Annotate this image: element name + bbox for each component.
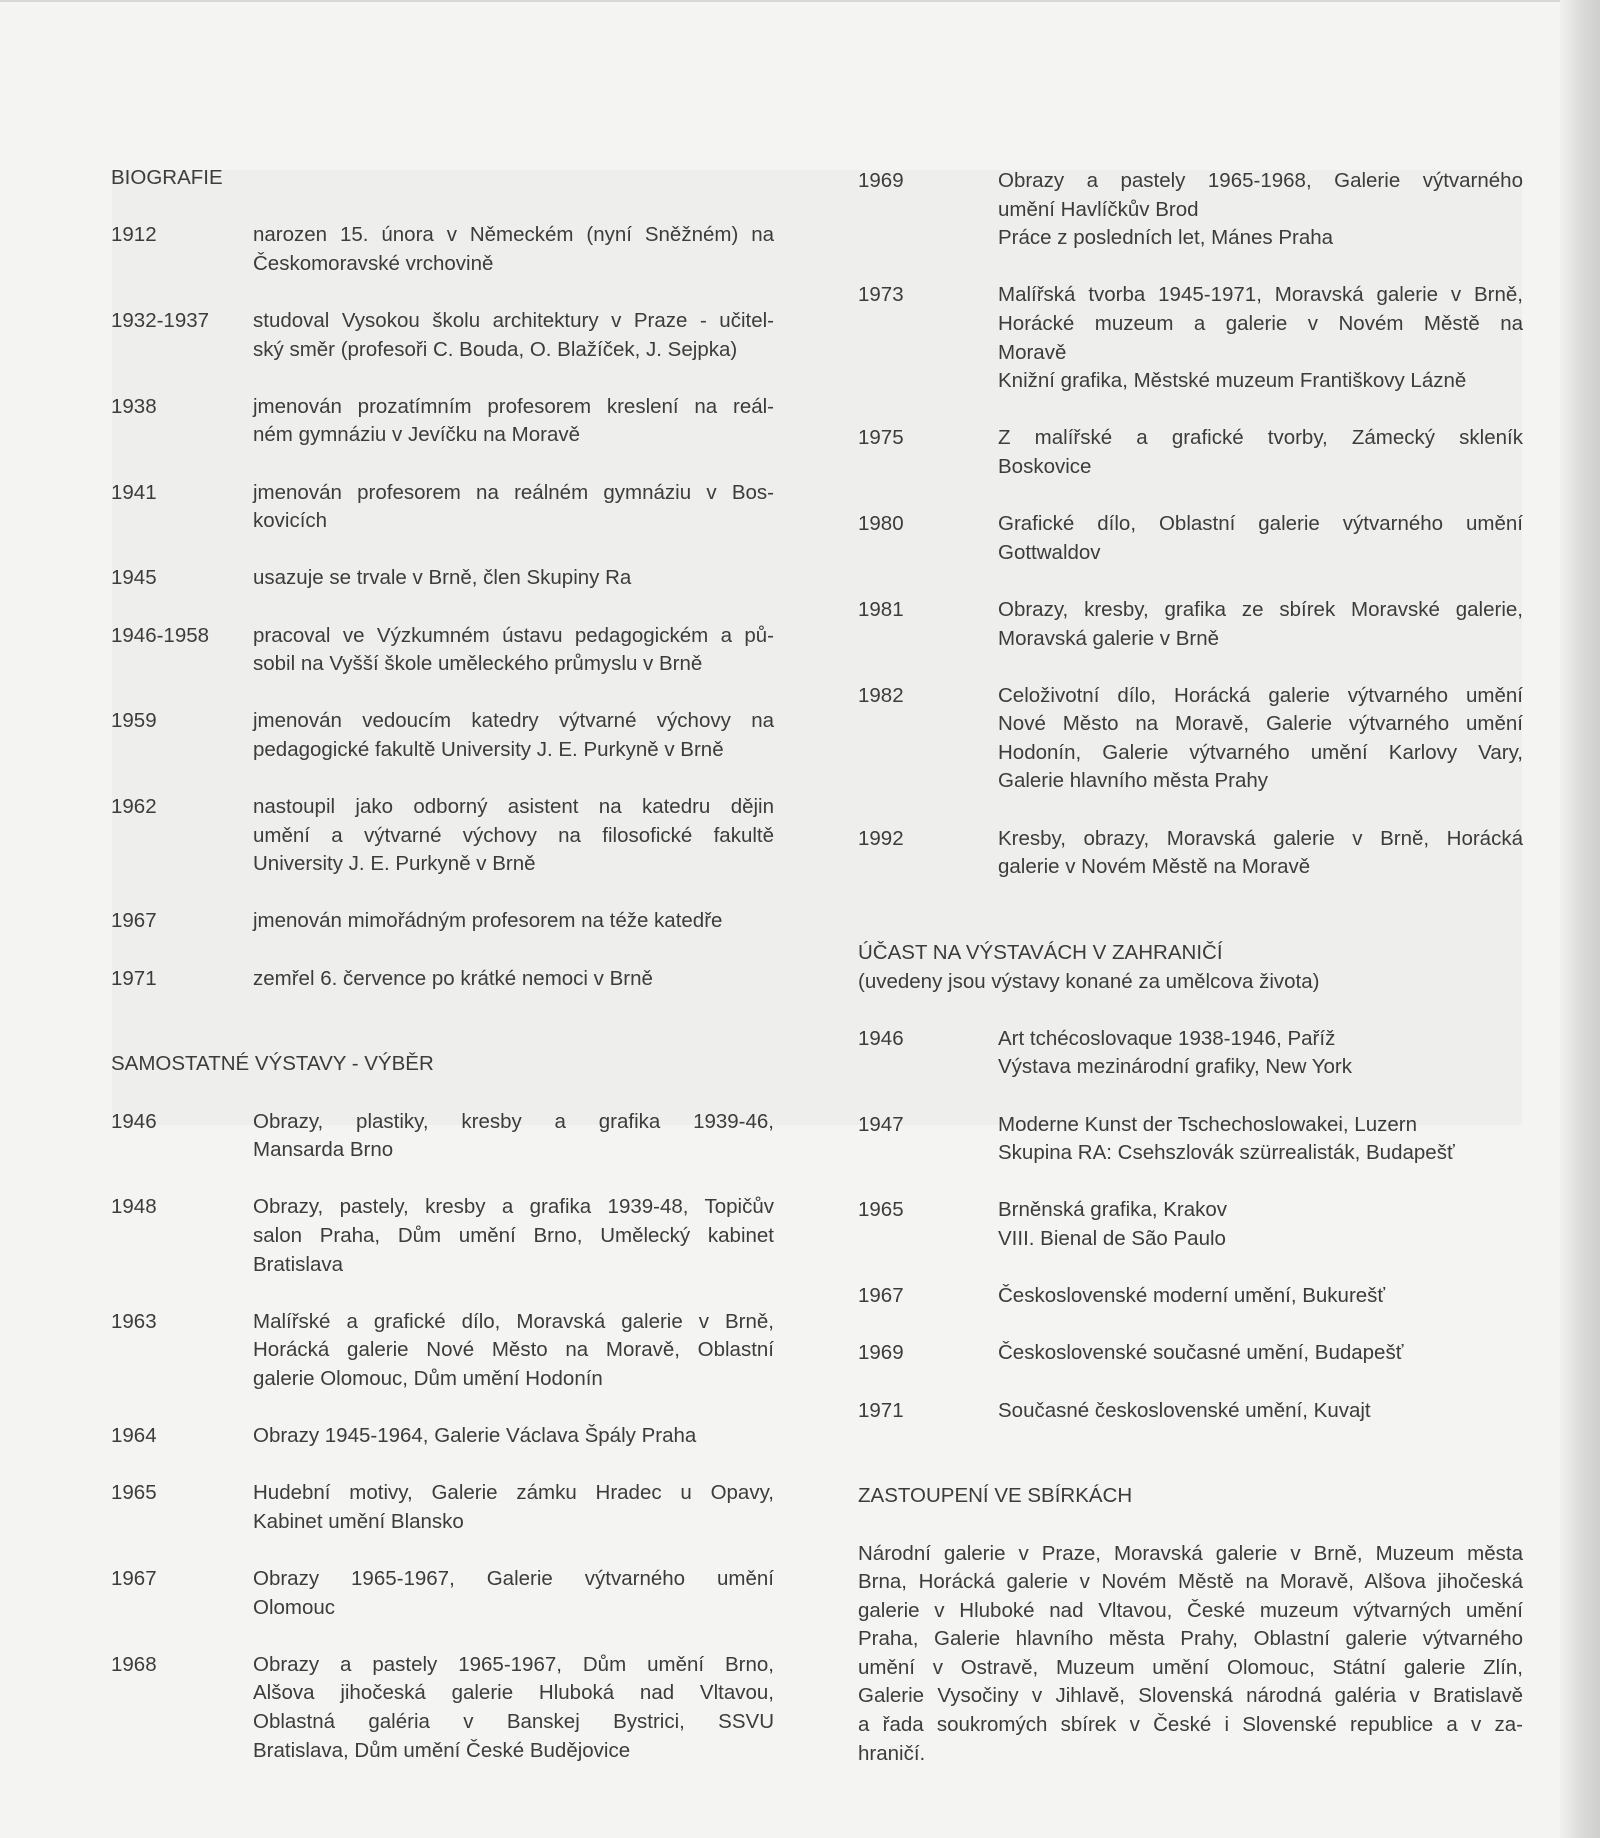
- timeline-entry: [858, 1339, 1523, 1368]
- entry-year: 1980: [858, 512, 904, 536]
- timeline-entry: [111, 479, 774, 536]
- text-line: narozen 15. února v Německém (nyní Sněžném) na: [253, 223, 774, 247]
- entry-text: [253, 393, 774, 450]
- text-line: Gottwaldov: [998, 540, 1101, 564]
- text-line: Obrazy a pastely 1965-1967, Dům umění Brno,: [253, 1652, 774, 1676]
- text-line: Brna, Horácká galerie v Novém Městě na Moravě, Alšova jihočeská: [858, 1570, 1523, 1594]
- text-line: University J. E. Purkyně v Brně: [253, 852, 536, 876]
- entry-text: [253, 707, 774, 764]
- timeline-entry: [858, 1111, 1523, 1168]
- left-column: [111, 164, 774, 1794]
- text-line: Alšova jihočeská galerie Hluboká nad Vltavou,: [253, 1681, 774, 1705]
- timeline-entry: [858, 1397, 1523, 1426]
- text-line: Výstava mezinárodní grafiky, New York: [998, 1055, 1352, 1079]
- text-line: Moderne Kunst der Tschechoslowakei, Luzern: [998, 1112, 1417, 1136]
- timeline-entry: [111, 707, 774, 764]
- text-line: zemřel 6. července po krátké nemoci v Brně: [253, 966, 653, 990]
- timeline-entry: [111, 1422, 774, 1451]
- entry-year: 1971: [858, 1398, 904, 1422]
- section-heading: [111, 164, 774, 193]
- timeline-entry: [111, 965, 774, 994]
- entry-year: 1967: [111, 1567, 157, 1591]
- text-line: Bratislava, Dům umění České Budějovice: [253, 1738, 631, 1762]
- entry-year: 1963: [111, 1309, 157, 1333]
- timeline-entry: [858, 1025, 1523, 1082]
- text-line: Malířské a grafické dílo, Moravská galerie v Brně,: [253, 1309, 774, 1333]
- entry-year: 1975: [858, 426, 904, 450]
- text-line: Kresby, obrazy, Moravská galerie v Brně, Horácká: [998, 826, 1523, 850]
- text-line: Galerie hlavního města Prahy: [998, 769, 1269, 793]
- text-line: nastoupil jako odborný asistent na katedru dějin: [253, 795, 774, 819]
- page-top-edge: [0, 0, 1600, 2]
- section-heading: [858, 939, 1523, 996]
- text-line: Hudební motivy, Galerie zámku Hradec u Opavy,: [253, 1481, 774, 1505]
- text-line: Grafické dílo, Oblastní galerie výtvarného umění: [998, 512, 1523, 536]
- text-line: Galerie Vysočiny v Jihlavě, Slovenská národná galéria v Bratislavě: [858, 1684, 1523, 1708]
- text-line: Moravská galerie v Brně: [998, 626, 1220, 650]
- timeline-entry: [858, 167, 1523, 253]
- entry-text: [998, 1111, 1523, 1168]
- entry-year: 1969: [858, 169, 904, 192]
- timeline-entry: [111, 793, 774, 879]
- text-line: Českomoravské vrchovině: [253, 251, 494, 275]
- text-line: a řada soukromých sbírek v České i Slovenské republice a v za-: [858, 1713, 1523, 1737]
- text-line: Obrazy 1945-1964, Galerie Václava Špály Praha: [253, 1424, 697, 1448]
- text-line: umění a výtvarné výchovy na filosofické fakultě: [253, 823, 774, 847]
- timeline-entry: [858, 281, 1523, 395]
- entry-year: 1965: [111, 1481, 157, 1505]
- entry-text: [998, 281, 1523, 395]
- timeline-entry: [858, 1282, 1523, 1311]
- text-line: Moravě: [998, 340, 1067, 364]
- entry-year: 1967: [111, 909, 157, 933]
- text-line: Z malířské a grafické tvorby, Zámecký skleník: [998, 426, 1523, 450]
- text-line: Národní galerie v Praze, Moravská galerie v Brně, Muzeum města: [858, 1541, 1523, 1565]
- text-line: studoval Vysokou školu architektury v Praze - učitel-: [253, 308, 774, 332]
- entry-text: [253, 1308, 774, 1394]
- text-line: Hodonín, Galerie výtvarného umění Karlovy Vary,: [998, 740, 1523, 764]
- entry-year: 1946: [111, 1109, 157, 1133]
- entry-text: [253, 907, 774, 936]
- text-line: Nové Město na Moravě, Galerie výtvarného umění: [998, 712, 1523, 736]
- timeline-entry: [858, 424, 1523, 481]
- text-line: umění Havlíčkův Brod: [998, 197, 1199, 221]
- timeline-entry: [858, 596, 1523, 653]
- timeline-entry: [111, 307, 774, 364]
- timeline-entry: [111, 221, 774, 278]
- entry-text: [253, 479, 774, 536]
- text-line: galerie v Hluboké nad Vltavou, České muzeum výtvarných umění: [858, 1598, 1523, 1622]
- text-line: Práce z posledních let, Mánes Praha: [998, 226, 1334, 250]
- text-line: sobil na Vyšší škole uměleckého průmyslu v Brně: [253, 652, 703, 676]
- timeline-entry: [111, 1565, 774, 1622]
- entry-text: [253, 1479, 774, 1536]
- timeline-entry: [111, 907, 774, 936]
- entry-text: [253, 1651, 774, 1765]
- section-title: BIOGRAFIE: [111, 166, 223, 189]
- page-gutter-shadow: [1560, 0, 1600, 1838]
- text-line: Kabinet umění Blansko: [253, 1509, 464, 1533]
- entry-year: 1969: [858, 1341, 904, 1365]
- entry-year: 1947: [858, 1112, 904, 1136]
- timeline-entry: [111, 1479, 774, 1536]
- entry-text: [253, 965, 774, 994]
- entry-text: [253, 1108, 774, 1165]
- entry-year: 1965: [858, 1198, 904, 1222]
- entry-text: [998, 1196, 1523, 1253]
- text-line: galerie Olomouc, Dům umění Hodonín: [253, 1366, 603, 1390]
- section-heading: [858, 1482, 1523, 1511]
- text-line: Mansarda Brno: [253, 1138, 394, 1162]
- timeline-entry: [858, 510, 1523, 567]
- entry-text: [998, 1025, 1523, 1082]
- timeline-entry: [858, 825, 1523, 882]
- entry-text: [998, 825, 1523, 882]
- text-line: jmenován prozatímním profesorem kreslení na reál-: [253, 394, 774, 418]
- text-line: jmenován vedoucím katedry výtvarné výchovy na: [253, 709, 774, 733]
- text-line: Knižní grafika, Městské muzeum Františkovy Lázně: [998, 369, 1467, 393]
- entry-text: [253, 307, 774, 364]
- entry-text: [253, 1193, 774, 1279]
- entry-text: [998, 167, 1523, 253]
- section-title: SAMOSTATNÉ VÝSTAVY - VÝBĚR: [111, 1052, 434, 1076]
- text-line: Malířská tvorba 1945-1971, Moravská galerie v Brně,: [998, 283, 1523, 307]
- text-line: ský směr (profesoři C. Bouda, O. Blažíček, J. Sejpka): [253, 337, 738, 361]
- entry-year: 1946-1958: [111, 623, 210, 647]
- timeline-entry: [111, 622, 774, 679]
- text-line: VIII. Bienal de São Paulo: [998, 1226, 1226, 1250]
- text-line: usazuje se trvale v Brně, člen Skupiny Ra: [253, 566, 632, 590]
- timeline-entry: [111, 1108, 774, 1165]
- section-title: ZASTOUPENÍ VE SBÍRKÁCH: [858, 1484, 1133, 1508]
- entry-year: 1973: [858, 283, 904, 307]
- text-line: Obrazy, plastiky, kresby a grafika 1939-46,: [253, 1109, 774, 1133]
- section-title: ÚČAST NA VÝSTAVÁCH V ZAHRANIČÍ: [858, 941, 1223, 965]
- text-line: Současné československé umění, Kuvajt: [998, 1398, 1371, 1422]
- entry-year: 1992: [858, 826, 904, 850]
- timeline-entry: [111, 564, 774, 593]
- timeline-entry: [858, 1196, 1523, 1253]
- text-line: Celoživotní dílo, Horácká galerie výtvarného umění: [998, 683, 1523, 707]
- entry-year: 1971: [111, 966, 157, 990]
- text-line: Olomouc: [253, 1595, 336, 1619]
- entry-year: 1945: [111, 566, 157, 590]
- entry-text: [998, 510, 1523, 567]
- text-line: Československé moderní umění, Bukurešť: [998, 1284, 1386, 1308]
- text-line: Horácké muzeum a galerie v Novém Městě na: [998, 311, 1523, 335]
- entry-year: 1941: [111, 480, 157, 504]
- collections-paragraph: [858, 1540, 1523, 1769]
- text-line: jmenován mimořádným profesorem na téže katedře: [253, 909, 723, 933]
- text-line: Praha, Galerie hlavního města Prahy, Oblastní galerie výtvarného: [858, 1627, 1523, 1651]
- text-line: Boskovice: [998, 454, 1092, 478]
- timeline-entry: [111, 1651, 774, 1765]
- section-heading: [111, 1050, 774, 1079]
- text-line: Brněnská grafika, Krakov: [998, 1198, 1228, 1222]
- text-line: Art tchécoslovaque 1938-1946, Paříž: [998, 1026, 1336, 1050]
- entry-year: 1967: [858, 1284, 904, 1308]
- entry-text: [998, 682, 1523, 796]
- right-column: [858, 167, 1523, 1768]
- entry-year: 1938: [111, 394, 157, 418]
- text-line: salon Praha, Dům umění Brno, Umělecký kabinet: [253, 1223, 774, 1247]
- timeline-entry: [111, 1193, 774, 1279]
- entry-year: 1946: [858, 1026, 904, 1050]
- text-line: umění v Ostravě, Muzeum umění Olomouc, Státní galerie Zlín,: [858, 1655, 1523, 1679]
- text-line: Československé současné umění, Budapešť: [998, 1341, 1404, 1365]
- text-line: galerie v Novém Městě na Moravě: [998, 855, 1311, 879]
- entry-year: 1982: [858, 683, 904, 707]
- entry-text: [998, 1339, 1523, 1368]
- text-line: Oblastná galéria v Banskej Bystrici, SSVU: [253, 1710, 774, 1734]
- entry-year: 1964: [111, 1424, 157, 1448]
- entry-year: 1932-1937: [111, 308, 210, 332]
- entry-text: [998, 424, 1523, 481]
- entry-text: [253, 1422, 774, 1451]
- text-line: Skupina RA: Csehszlovák szürrealisták, Budapešť: [998, 1141, 1455, 1165]
- text-line: Bratislava: [253, 1252, 344, 1276]
- text-line: pracoval ve Výzkumném ústavu pedagogickém a pů-: [253, 623, 774, 647]
- entry-text: [998, 1282, 1523, 1311]
- text-line: Obrazy a pastely 1965-1968, Galerie výtvarného: [998, 169, 1523, 192]
- text-line: ném gymnáziu v Jevíčku na Moravě: [253, 423, 580, 447]
- text-line: Obrazy, pastely, kresby a grafika 1939-48, Topičův: [253, 1195, 774, 1219]
- entry-year: 1912: [111, 223, 157, 247]
- timeline-entry: [858, 682, 1523, 796]
- entry-text: [253, 622, 774, 679]
- text-line: jmenován profesorem na reálném gymnáziu v Bos-: [253, 480, 774, 504]
- text-line: Horácká galerie Nové Město na Moravě, Oblastní: [253, 1338, 774, 1362]
- entry-text: [253, 1565, 774, 1622]
- text-line: hraničí.: [858, 1741, 926, 1765]
- entry-year: 1948: [111, 1195, 157, 1219]
- entry-text: [253, 221, 774, 278]
- timeline-entry: [111, 1308, 774, 1394]
- entry-year: 1968: [111, 1652, 157, 1676]
- timeline-entry: [111, 393, 774, 450]
- text-line: kovicích: [253, 509, 328, 533]
- text-line: pedagogické fakultě University J. E. Purkyně v Brně: [253, 737, 724, 761]
- entry-year: 1981: [858, 597, 904, 621]
- section-subtitle: (uvedeny jsou výstavy konané za umělcova života): [858, 969, 1320, 993]
- text-line: Obrazy 1965-1967, Galerie výtvarného umění: [253, 1567, 774, 1591]
- entry-text: [253, 564, 774, 593]
- entry-year: 1959: [111, 709, 157, 733]
- entry-text: [998, 1397, 1523, 1426]
- entry-text: [998, 596, 1523, 653]
- entry-text: [253, 793, 774, 879]
- entry-year: 1962: [111, 795, 157, 819]
- text-line: Obrazy, kresby, grafika ze sbírek Moravské galerie,: [998, 597, 1523, 621]
